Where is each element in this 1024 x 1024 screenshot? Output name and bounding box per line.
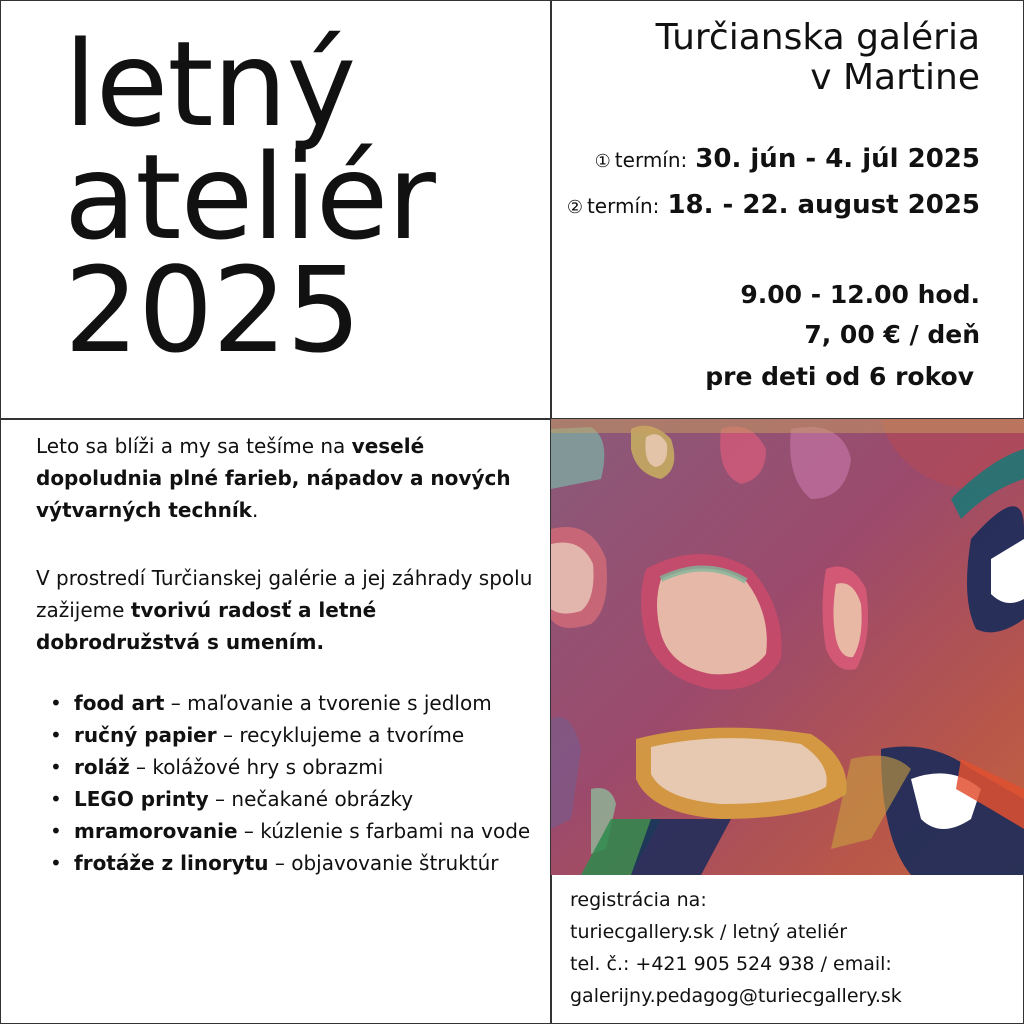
- term-1-dates: 30. jún - 4. júl 2025: [695, 144, 980, 174]
- term-1-label: termín:: [614, 148, 688, 172]
- title-line-3: 2025: [64, 241, 361, 379]
- list-item: [36, 687, 536, 719]
- activity-list: [36, 687, 536, 879]
- age-info: pre deti od 6 rokov: [705, 362, 974, 391]
- term-1-marker: ①: [594, 151, 611, 172]
- term-2-dates: 18. - 22. august 2025: [667, 190, 980, 220]
- registration-info: [570, 884, 902, 1012]
- activity-desc: – maľovanie a tvorenie s jedlom: [164, 691, 492, 715]
- activity-name: roláž: [74, 755, 130, 779]
- artwork-image: [551, 419, 1024, 875]
- activity-name: mramorovanie: [74, 819, 238, 843]
- intro-paragraph-1: [36, 430, 536, 526]
- time-info: 9.00 - 12.00 hod.: [740, 280, 980, 309]
- gallery-line-1: Turčianska galéria: [655, 17, 980, 58]
- registration-line-4: galerijny.pedagog@turiecgallery.sk: [570, 985, 902, 1007]
- list-item: [36, 847, 536, 879]
- list-item: [36, 719, 536, 751]
- intro-paragraph-2: [36, 562, 536, 658]
- activity-desc: – nečakané obrázky: [208, 787, 414, 811]
- registration-line-2: turiecgallery.sk / letný ateliér: [570, 921, 848, 943]
- list-item: [36, 815, 536, 847]
- registration-line-3: tel. č.: +421 905 524 938 / email:: [570, 953, 892, 975]
- abstract-artwork: [551, 419, 1024, 875]
- activity-desc: – kolážové hry s obrazmi: [129, 755, 384, 779]
- activity-name: frotáže z linorytu: [74, 851, 269, 875]
- intro-2-text: V prostredí Turčianskej galérie a jej záhrady spolu zažijeme: [36, 566, 533, 622]
- registration-line-1: registrácia na:: [570, 889, 707, 911]
- list-item: [36, 783, 536, 815]
- poster-title: [64, 15, 435, 379]
- activity-name: food art: [74, 691, 165, 715]
- intro-1-end: .: [251, 498, 259, 522]
- price-info: 7, 00 € / deň: [804, 320, 980, 349]
- activity-desc: – objavovanie štruktúr: [268, 851, 499, 875]
- activity-name: LEGO printy: [74, 787, 209, 811]
- term-2: [567, 190, 980, 220]
- gallery-line-2: v Martine: [810, 57, 980, 98]
- list-item: [36, 751, 536, 783]
- title-line-1: letný: [64, 15, 356, 153]
- intro-1-bold: veselé dopoludnia plné farieb, nápadov a nových výtvarných techník: [36, 434, 511, 522]
- activity-desc: – recyklujeme a tvoríme: [216, 723, 465, 747]
- term-2-marker: ②: [566, 197, 583, 218]
- intro-2-bold: tvorivú radosť a letné dobrodružstvá s umením.: [36, 598, 377, 654]
- term-2-label: termín:: [586, 194, 660, 218]
- activity-name: ručný papier: [74, 723, 217, 747]
- gallery-name: [656, 18, 980, 98]
- intro-1-text: Leto sa blíži a my sa tešíme na: [36, 434, 352, 458]
- term-1: [595, 144, 980, 174]
- activity-desc: – kúzlenie s farbami na vode: [237, 819, 531, 843]
- title-line-2: ateliér: [64, 128, 435, 266]
